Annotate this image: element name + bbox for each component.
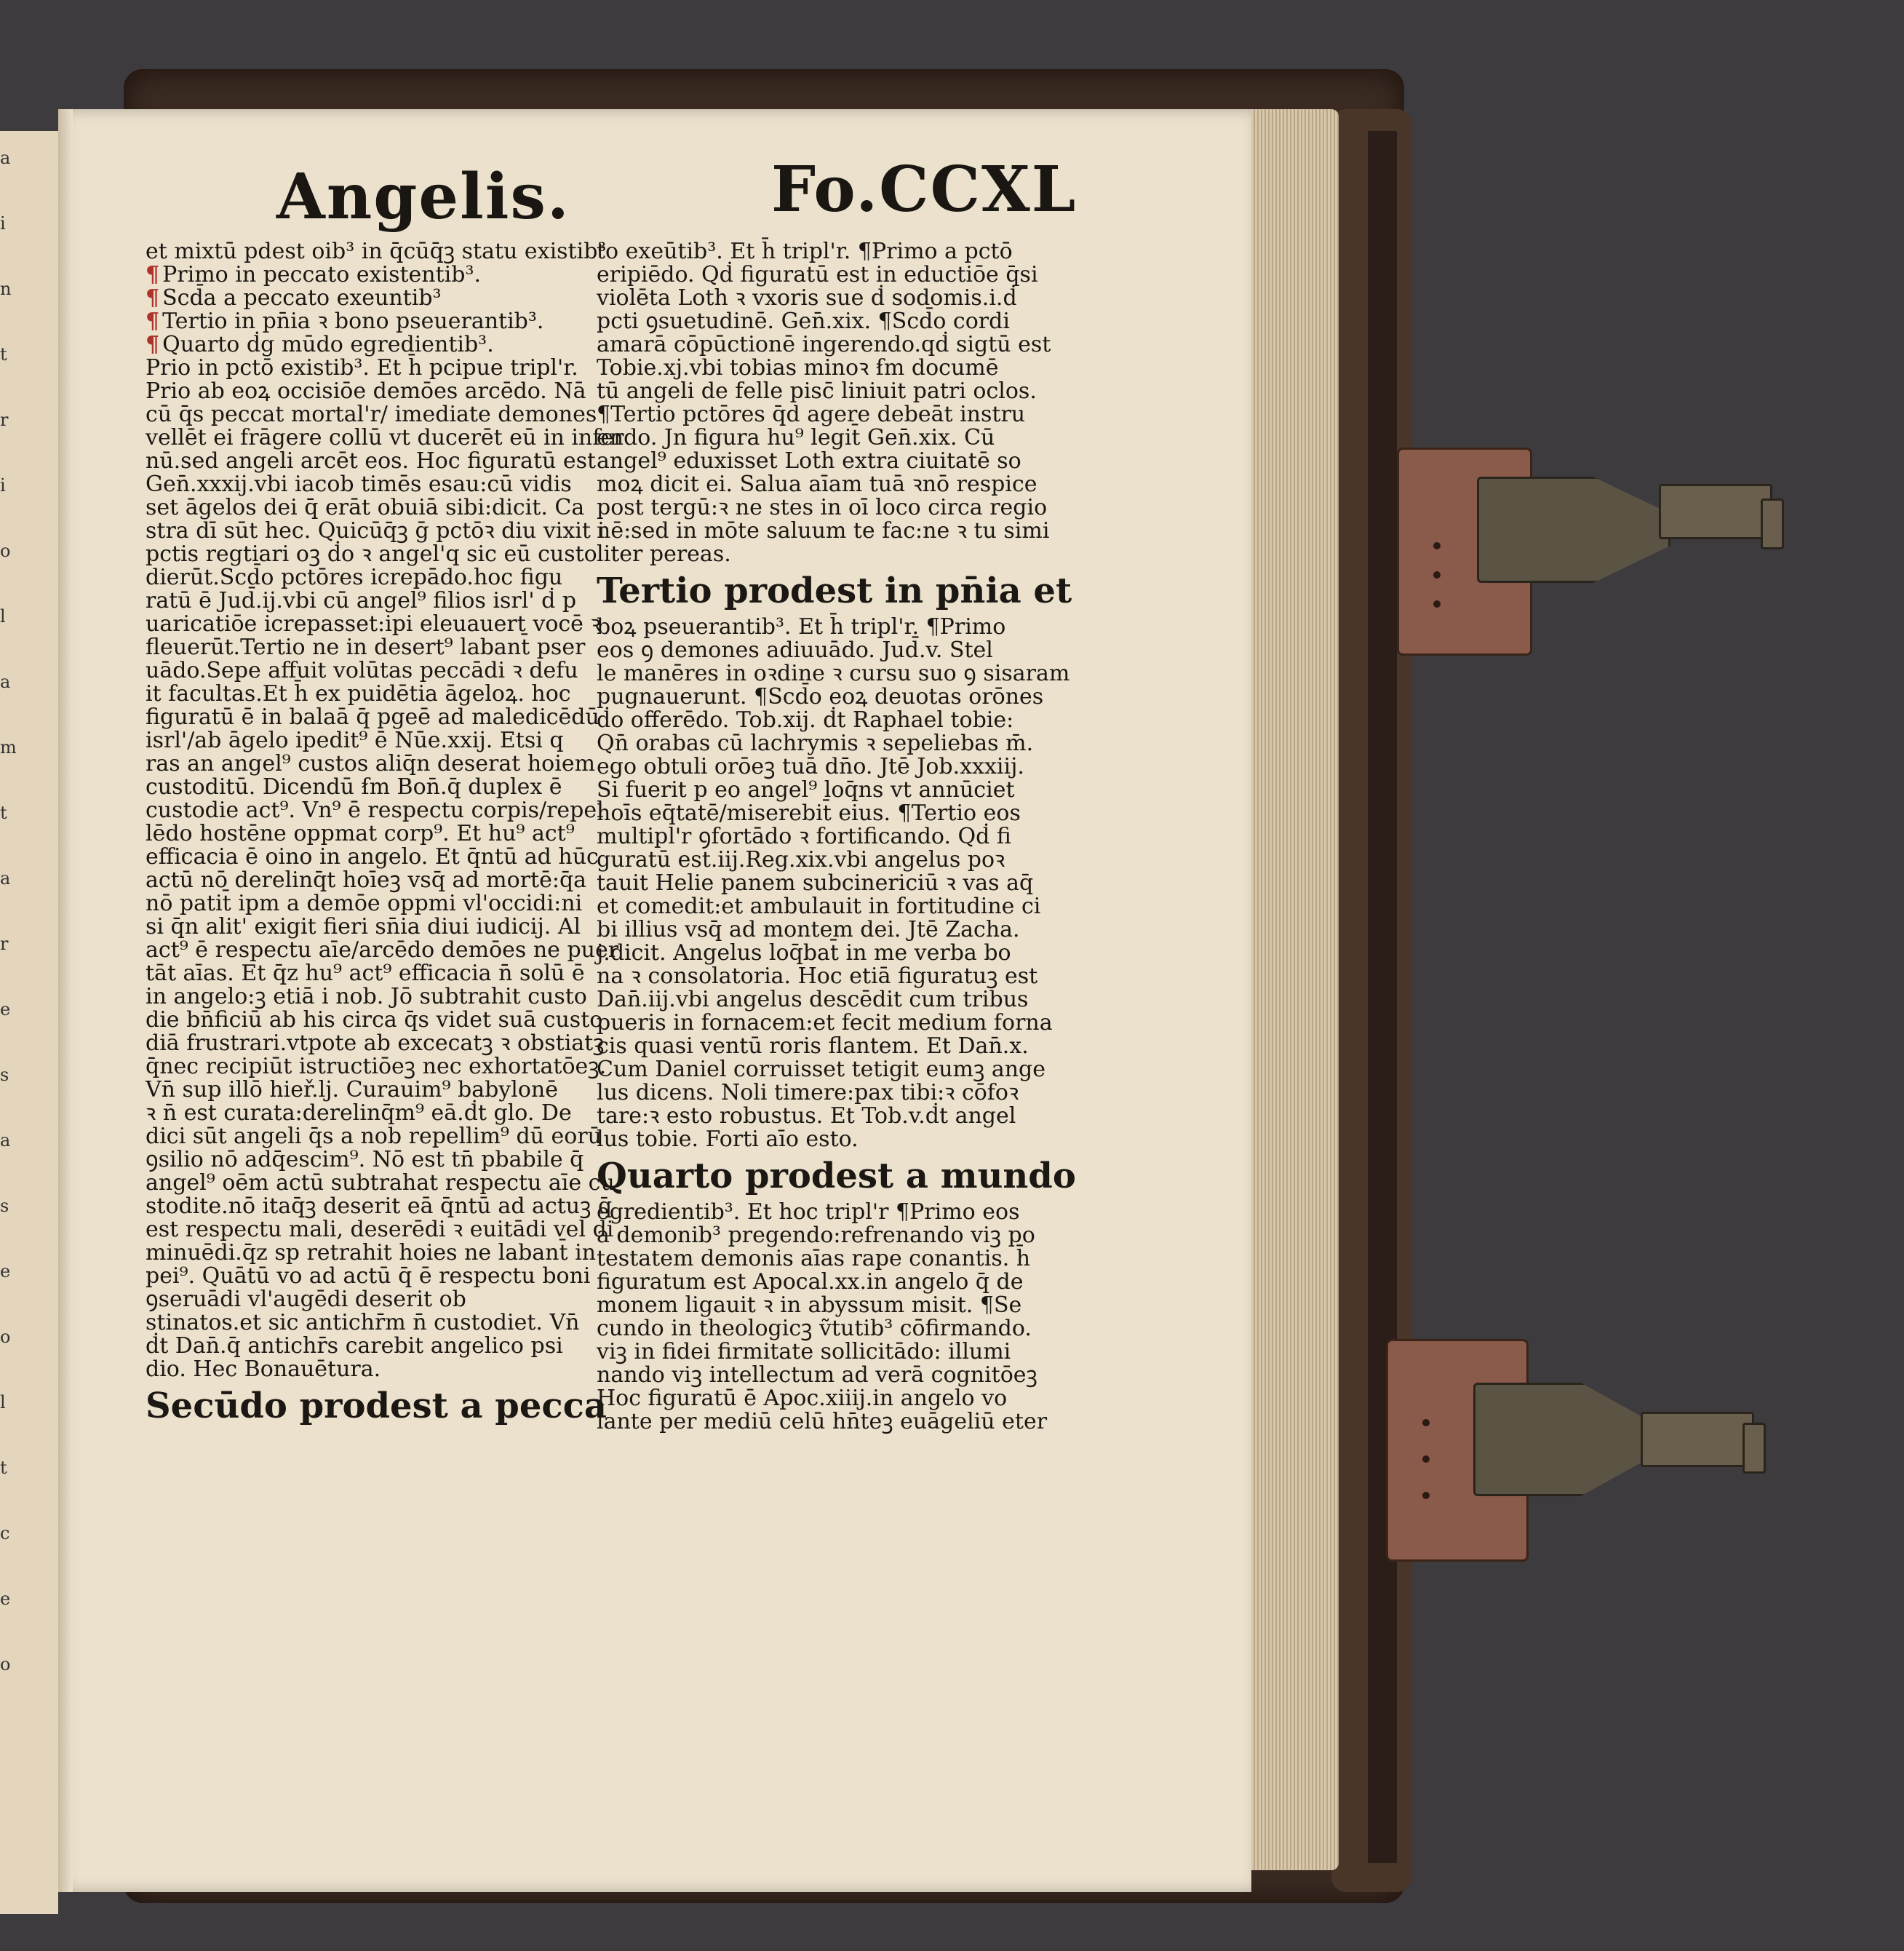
section-heading: Secūdo prodest a pecca — [146, 1386, 607, 1426]
text-line: act⁹ ē respectu aīe/arcēdo demōes ne puer — [146, 937, 619, 963]
clasp-hook — [1659, 484, 1772, 539]
text-line: egredientib³. Et hoc tripl'r ¶Primo eos — [597, 1199, 1020, 1225]
text-line: nē:sed in mōte saluum te fac:ne ꝛ tu simi — [597, 518, 1050, 544]
text-line: amarā cōpūctionē ingerendo.qḋ sigtū est — [597, 332, 1051, 357]
text-line: lus tobie. Forti aīo esto. — [597, 1127, 859, 1152]
text-line: ratū ē Jud̄.ij.vbi cū angel⁹ filios isrl' ḋ p — [146, 588, 577, 613]
text-line: boꝝ pseuerantib³. Et h̄ tripl'r. ¶Primo — [597, 614, 1006, 640]
margin-fragment: s — [0, 1065, 9, 1085]
text-line: eripiēdo. Qḋ figuratū est in eductiōe q̄si — [597, 262, 1038, 287]
text-line: tū angeli de felle pisc̄ liniuit patri oclos. — [597, 378, 1037, 404]
text-line: et mixtū pdest oib³ in q̄cūq̄ꝫ statu existib³ — [146, 239, 607, 264]
text-line: lēdo hostēne oppmat corp⁹. Et hu⁹ act⁹ — [146, 821, 575, 846]
page-fore-edge — [1237, 109, 1339, 1870]
text-line: tare:ꝛ esto robustus. Et Tob.v.ḋt angel — [597, 1103, 1016, 1129]
text-line: ꝯseruādi vl'augēdi deserit ob — [146, 1287, 466, 1312]
margin-fragment: t — [0, 344, 7, 365]
margin-fragment: a — [0, 868, 11, 889]
text-line: Dan̄.iij.vbi angelus descēdit cum tribus — [597, 987, 1029, 1012]
section-heading: Tertio prodest in pn̄ia et — [597, 571, 1072, 611]
text-line: le manēres in oꝛdine ꝛ cursu suo ꝯ sisaram — [597, 661, 1070, 686]
text-line: set āgelos dei q̄ erāt obuiā sibi:dicit. Ca — [146, 495, 585, 520]
text-line: cis quasi ventū roris flantem. Et Dan̄.x. — [597, 1033, 1029, 1059]
text-line: ḋt Dan̄.q̄ antichr̄s carebit angelico psi — [146, 1333, 563, 1359]
text-line: et comedit:et ambulauit in fortitudine ci — [597, 894, 1041, 919]
binding-strip — [1368, 131, 1397, 1863]
text-line: Hoc figuratū ē Apoc.xiiij.in angelo vo — [597, 1386, 1008, 1411]
text-line: guratū est.iij.Reg.xix.vbi angelus poꝛ — [597, 847, 1005, 873]
rubric-text: Tertio in pn̄ia ꝛ bono pseuerantib³. — [162, 309, 544, 334]
text-line: ego obtuli orōeꝫ tuā dn̄o. Jtē Job.xxxiij. — [597, 754, 1024, 779]
text-line: Gen̄.xxxij.vbi iacob timēs esau:cū vidis — [146, 472, 572, 497]
text-line: minuēdi.q̄z sp retrahit hoies ne labant̄ in — [146, 1240, 597, 1265]
text-line: eos ꝯ demones adiuuādo. Jud̄.v. Stel — [597, 637, 993, 663]
rubric-mark: ¶ — [146, 262, 160, 287]
text-line: nū.sed angeli arcēt eos. Hoc figuratū est — [146, 448, 597, 474]
text-line: est respectu mali, deserēdi ꝛ euitādi vel di — [146, 1217, 614, 1242]
text-line: Prio in pctō existib³. Et h̄ pcipue tripl'r. — [146, 355, 578, 381]
rubric-mark: ¶ — [146, 309, 160, 334]
text-line: ras an angel⁹ custos aliq̄n deserat hoiem — [146, 751, 596, 776]
text-line: actū nō derelinq̄t hoīeꝫ vsq̄ ad mortē:q̄a — [146, 867, 587, 893]
text-line: ḋo offerēdo. Tob.xij. ḋt Raphael tobie: — [597, 707, 1014, 733]
text-line: Tobie.xj.vbi tobias minoꝛ ẜm documē — [597, 355, 999, 381]
clasp-plate — [1477, 477, 1670, 583]
clasp-nail — [1422, 1419, 1430, 1426]
text-line: a demonib³ pregendo:refrenando viꝫ po — [597, 1223, 1035, 1248]
text-line — [146, 287, 611, 310]
clasp-catch — [1742, 1423, 1766, 1474]
margin-fragment: c — [0, 1523, 10, 1543]
text-line: angel⁹ eduxisset Loth extra ciuitatē so — [597, 448, 1021, 474]
text-line: fleuerūt.Tertio ne in desert⁹ labant̄ pser — [146, 635, 586, 660]
margin-fragment: r — [0, 410, 9, 430]
clasp-hook — [1641, 1412, 1754, 1467]
folio-number: Fo.CCXL — [771, 153, 1078, 226]
margin-fragment: r — [0, 934, 9, 954]
margin-fragment: t — [0, 1458, 7, 1478]
text-line: post tergū:ꝛ ne stes in oī loco circa regio — [597, 495, 1048, 520]
text-line: tāt aīas. Et q̄z hu⁹ act⁹ efficacia n̄ solū ē — [146, 961, 585, 986]
clasp-nail — [1422, 1492, 1430, 1499]
book-page — [58, 109, 1251, 1892]
text-line: j.dicit. Angelus loq̄bat̄ in me verba bo — [597, 940, 1011, 966]
text-line: violēta Loth ꝛ vxoris sue ḋ sodomis.i.ḋ — [597, 285, 1017, 311]
text-line: multipl'r ꝯfortādo ꝛ fortificando. Qḋ fi — [597, 824, 1011, 849]
text-line: pcti ꝯsuetudinē. Gen̄.xix. ¶Scd̄o cordi — [597, 309, 1010, 334]
margin-fragment: e — [0, 999, 11, 1020]
section-heading: Quarto prodest a mundo — [597, 1156, 1076, 1196]
margin-fragment: i — [0, 213, 6, 234]
text-line: tauit Helie panem subcinericiū ꝛ vas aq̄ — [597, 870, 1034, 896]
text-line: angel⁹ oēm actū subtrahat respectu aīe cu — [146, 1170, 615, 1196]
margin-fragment: t — [0, 803, 7, 823]
margin-fragment: o — [0, 1327, 11, 1347]
margin-fragment: l — [0, 606, 6, 627]
text-line: pueris in fornacem:et fecit medium forna — [597, 1010, 1053, 1036]
text-line: stra dī sūt hec. Quicūq̄ꝫ ḡ pctōꝛ diu vixit i — [146, 518, 605, 544]
text-line: Cum Daniel corruisset tetigit eumꝫ ange — [597, 1057, 1045, 1082]
text-line: ¶Tertio pctōres q̄d agere debeāt instru — [597, 402, 1026, 427]
text-line: figuratū ē in balaā q̄ pgeē ad maledicēdū — [146, 704, 600, 730]
text-line: Vn̄ sup illō hieř.lj. Curauim⁹ babylonē — [146, 1077, 558, 1102]
text-line — [146, 310, 611, 333]
clasp-catch — [1761, 498, 1784, 549]
margin-fragment: a — [0, 1130, 11, 1151]
clasp-nail — [1433, 571, 1441, 579]
left-text-column — [146, 239, 624, 1431]
margin-fragment: n — [0, 279, 12, 299]
text-line: ꝛ n̄ est curata:derelinq̄m⁹ eā.ḋt glo. De — [146, 1100, 572, 1126]
text-line: Prio ab eoꝝ occisiōe demōes arcēdo. Nā — [146, 378, 586, 404]
text-line: pugnauerunt. ¶Scd̄o eoꝝ deuotas orōnes — [597, 684, 1044, 710]
clasp-lower-icon — [1379, 1339, 1801, 1572]
text-line: nō patit̄ ipm a demōe oppmi vl'occidi:ni — [146, 891, 583, 916]
text-line: efficacia ē oino in angelo. Et q̄ntū ad hūc — [146, 844, 599, 870]
margin-fragment: s — [0, 1196, 9, 1216]
text-line — [146, 333, 611, 357]
text-line: monem ligauit ꝛ in abyssum misit. ¶Se — [597, 1292, 1022, 1318]
clasp-nail — [1433, 600, 1441, 608]
text-line: vellēt ei frāgere collū vt ducerēt eū in infer — [146, 425, 624, 450]
text-line: figuratum est Apocal.xx.in angelo q̄ de — [597, 1269, 1024, 1295]
text-line: custodie act⁹. Vn⁹ ē respectu corpis/repel — [146, 798, 604, 823]
margin-fragment: m — [0, 737, 17, 758]
text-line: si q̄n alit' exigit fieri sn̄ia diui iudicij. Al — [146, 914, 581, 939]
text-line: dierūt.Scd̄o pctōres icrepādo.hoc figu — [146, 565, 563, 590]
running-header-left: Angelis. — [276, 160, 570, 234]
text-line: hoīs eq̄tatē/miserebit̄ eius. ¶Tertio eos — [597, 800, 1021, 826]
margin-fragment: o — [0, 1654, 11, 1674]
clasp-plate — [1473, 1383, 1652, 1496]
text-line: liter pereas. — [597, 541, 731, 567]
margin-fragment: e — [0, 1589, 11, 1609]
text-line: Qn̄ orabas cū lachrymis ꝛ sepeliebas m̄. — [597, 731, 1034, 756]
text-line: moꝝ dicit ei. Salua aīam tuā ꝛnō respice — [597, 472, 1037, 497]
text-line: viꝫ in fidei firmitate sollicitādo: illumi — [597, 1339, 1011, 1364]
text-line: uādo.Sepe affuit volūtas peccādi ꝛ defu — [146, 658, 578, 683]
text-line: diā frustrari.vtpote ab excecatꝫ ꝛ obstiatꝫ — [146, 1030, 605, 1056]
margin-fragment: a — [0, 672, 11, 692]
text-line: stodite.nō itaq̄ꝫ deserit eā q̄ntū ad actuꝫ q̄ — [146, 1193, 613, 1219]
margin-fragment: i — [0, 475, 6, 496]
rubric-text: Primo in peccato existentib³. — [162, 262, 482, 287]
left-page-fragments — [0, 146, 15, 1892]
rubric-mark: ¶ — [146, 332, 160, 357]
text-line: testatem demonis aīas rape conantis. h̄ — [597, 1246, 1031, 1271]
right-text-column — [597, 239, 1076, 1434]
rubric-text: Scd̄a a peccato exeuntib³ — [162, 285, 442, 311]
text-line: isrl'/ab āgelo ipedit⁹ ē Nūe.xxij. Etsi q — [146, 728, 564, 753]
rubric-mark: ¶ — [146, 285, 160, 311]
text-line: uaricatiōe icrepasset:ipi eleuauert vocē ꝛ — [146, 611, 601, 637]
text-line: Si fuerit p eo angel⁹ loq̄ns vt annūciet — [597, 777, 1015, 803]
text-line: pctis regtiari oꝫ ḋo ꝛ angel'q sic eū custo — [146, 541, 597, 567]
text-line: cū q̄s peccat mortal'r/ imediate demones — [146, 402, 597, 427]
text-line: stinatos.et sic antichr̄m n̄ custodiet. Vn̄ — [146, 1310, 580, 1335]
text-line: endo. Jn figura hu⁹ legit̄ Gen̄.xix. Cū — [597, 425, 995, 450]
text-line: nando viꝫ intellectum ad verā cognitōeꝫ — [597, 1362, 1037, 1388]
text-line: custoditū. Dicendū ẜm Bon̄.q̄ duplex ē — [146, 774, 562, 800]
text-line: in angelo:ꝫ etiā i nob. Jō subtrahit custo — [146, 984, 587, 1009]
text-line — [146, 263, 611, 287]
clasp-upper-icon — [1390, 448, 1812, 666]
margin-fragment: e — [0, 1261, 11, 1282]
text-line: dici sūt angeli q̄s a nob repellim⁹ dū eorū — [146, 1124, 602, 1149]
rubric-text: Quarto ḋg mūdo egredientib³. — [162, 332, 494, 357]
text-line: cundo in theologicꝫ ṽtutib³ cōfirmando. — [597, 1316, 1032, 1341]
margin-fragment: a — [0, 148, 11, 168]
text-line: lante per mediū celū hn̄teꝫ euāgeliū eter — [597, 1409, 1048, 1434]
text-line: die bn̄ficiū ab his circa q̄s videt suā custo — [146, 1007, 603, 1033]
text-line: na ꝛ consolatoria. Hoc etiā figuratuꝫ est — [597, 963, 1038, 989]
text-line: it facultas.Et h̄ ex puidētia āgeloꝝ. hoc — [146, 681, 571, 707]
text-line: to exeūtib³. Et h̄ tripl'r. ¶Primo a pctō — [597, 239, 1013, 264]
text-line: lus dicens. Noli timere:pax tibi:ꝛ cōfoꝛ — [597, 1080, 1019, 1105]
text-line: dio. Hec Bonauētura. — [146, 1356, 381, 1382]
text-line: pei⁹. Quātū vo ad actū q̄ ē respectu boni — [146, 1263, 591, 1289]
text-line: ꝯsilio nō adq̄escim⁹. Nō est tn̄ pbabile q̄ — [146, 1147, 584, 1172]
clasp-nail — [1433, 542, 1441, 549]
page-gutter — [58, 109, 73, 1892]
margin-fragment: l — [0, 1392, 6, 1412]
text-line: bi illius vsq̄ ad montem dei. Jtē Zacha. — [597, 917, 1020, 942]
margin-fragment: o — [0, 541, 11, 561]
clasp-nail — [1422, 1455, 1430, 1463]
text-line: q̄nec recipiūt istructiōeꝫ nec exhortatōeꝫ. — [146, 1054, 607, 1079]
